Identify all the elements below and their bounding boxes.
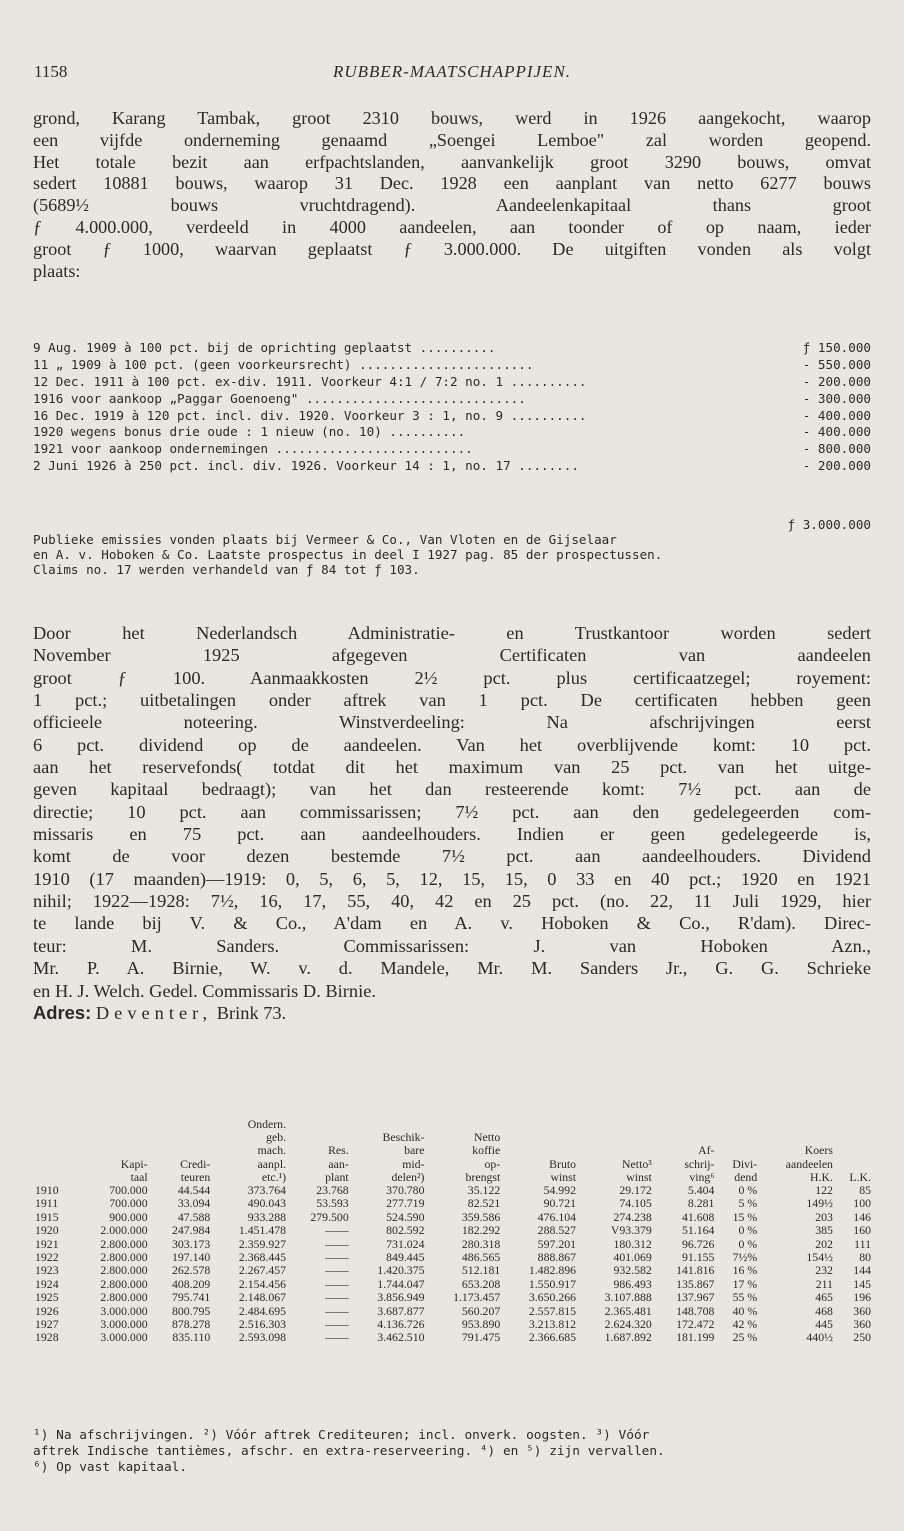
table-cell: 135.867 [676,1276,715,1291]
emission-text: 1921 voor aankoop ondernemingen .......................... [33,441,473,457]
table-cell: 791.475 [461,1330,501,1345]
main-line: teur: M. Sanders. Commissarissen: J. van Hoboken Azn., [33,935,871,956]
intro-line: ƒ 4.000.000, verdeeld in 4000 aandeelen, aan toonder of op naam, ieder [33,216,871,237]
table-cell: —— [325,1236,349,1251]
footnote-line: aftrek Indische tantièmes, afschr. en extra-reserveering. ⁴) en ⁵) zijn vervallen. [33,1444,665,1459]
main-line: officieele noteering. Winstverdeeling: Na afschrijvingen eerst [33,712,871,733]
table-cell: 280.318 [461,1236,501,1251]
table-cell: 2.557.815 [528,1303,577,1318]
table-cell: —— [325,1317,349,1332]
table-cell: 2.365.481 [604,1303,652,1318]
table-cell: 3.000.000 [100,1317,148,1332]
table-cell: 795.741 [171,1290,211,1305]
table-header-row [33,1118,873,1184]
emission-amount: - 300.000 [802,390,871,406]
emission-row [33,374,871,391]
table-cell: 5.404 [687,1183,715,1198]
table-cell: 1911 [35,1196,59,1211]
table-cell: 232 [815,1263,833,1278]
intro-paragraph [33,108,871,282]
emission-amount: - 800.000 [802,441,871,457]
table-cell: 182.292 [461,1223,501,1238]
table-cell: 1.173.457 [453,1290,501,1305]
table-cell: 0 % [738,1183,758,1198]
table-cell: 154½ [806,1250,833,1265]
table-cell: 3.687.877 [377,1303,425,1318]
header-beschikbaar: Beschik- bare mid- delen²) [382,1130,425,1184]
table-cell: 3.000.000 [100,1303,148,1318]
table-cell: 100 [853,1196,871,1211]
table-cell: 524.590 [386,1209,425,1224]
table-cell: 2.800.000 [100,1236,148,1251]
table-cell: 146 [853,1209,871,1224]
table-cell: 137.967 [676,1290,715,1305]
table-cell: 160 [853,1223,871,1238]
table-cell: 1910 [35,1183,59,1198]
table-cell: 2.359.927 [238,1236,287,1251]
financial-table [33,1118,873,1345]
emission-row [33,391,871,408]
table-cell: 2.267.457 [238,1263,287,1278]
table-cell: 370.780 [386,1183,425,1198]
table-cell: —— [325,1290,349,1305]
table-cell: 91.155 [682,1250,715,1265]
main-line: en H. J. Welch. Gedel. Commissaris D. Birnie. [33,980,376,1001]
table-cell: 2.000.000 [100,1223,148,1238]
table-cell: 2.624.320 [604,1317,652,1332]
emission-text: 11 „ 1909 à 100 pct. (geen voorkeursrecht) ....................... [33,356,534,372]
table-row [33,1197,873,1210]
table-cell: 55 % [732,1290,758,1305]
table-cell: 51.164 [682,1223,715,1238]
table-cell: 3.462.510 [377,1330,425,1345]
header-year [33,1118,74,1184]
table-cell: 40 % [732,1303,758,1318]
table-cell: 1921 [35,1236,59,1251]
table-cell: 2.800.000 [100,1290,148,1305]
header-netto-koffie: Netto koffie op- brengst [465,1130,501,1184]
table-cell: 486.565 [461,1250,501,1265]
header-kapitaal: Kapi- taal [120,1156,148,1184]
table-cell: 900.000 [109,1209,148,1224]
address-city: Deventer, [95,1002,213,1023]
table-cell: 1928 [35,1330,59,1345]
table-cell: 90.721 [543,1196,577,1211]
table-cell: 111 [854,1236,871,1251]
table-cell: 262.578 [171,1263,211,1278]
table-cell: —— [325,1263,349,1278]
table-cell: 53.593 [316,1196,349,1211]
emission-text: 16 Dec. 1919 à 120 pct. incl. div. 1920. Voorkeur 3 : 1, no. 9 .......... [33,407,587,423]
header-koers-lk: L.K. [849,1169,871,1184]
table-cell: 80 [859,1250,871,1265]
main-line: missaris en 75 pct. aan aandeelhouders. Indien er geen gedelegeerde is, [33,824,871,845]
emission-row [33,340,871,357]
table-row [33,1238,873,1251]
table-cell: 74.105 [619,1196,652,1211]
table-cell: —— [325,1330,349,1345]
intro-line: een vijfde onderneming genaamd „Soengei Lemboe" zal worden geopend. [33,129,871,150]
address-label: Adres: [33,1001,92,1023]
main-line: 6 pct. dividend op de aandeelen. Van het overblijvende komt: 10 pct. [33,734,871,755]
table-cell: 2.800.000 [100,1250,148,1265]
table-cell: 35.122 [467,1183,501,1198]
table-cell: 2.800.000 [100,1276,148,1291]
table-cell: 2.484.695 [238,1303,287,1318]
emission-amount: ƒ 150.000 [802,340,871,355]
running-title: RUBBER-MAATSCHAPPIJEN. [332,62,572,81]
table-row [33,1251,873,1264]
table-row [33,1184,873,1197]
table-cell: 731.024 [386,1236,425,1251]
table-cell: V93.379 [610,1223,652,1238]
table-cell: 800.795 [171,1303,211,1318]
table-cell: 54.992 [543,1183,577,1198]
address-street: Brink 73. [216,1002,287,1023]
emission-amount: - 400.000 [802,407,871,423]
main-line: November 1925 afgegeven Certificaten van aandeelen [33,645,871,666]
table-cell: 849.445 [386,1250,425,1265]
table-cell: 149½ [806,1196,833,1211]
table-cell: 172.472 [676,1317,715,1332]
publication-line: Claims no. 17 werden verhandeld van ƒ 84 tot ƒ 103. [33,562,420,577]
table-cell: 1924 [35,1276,59,1291]
main-line: directie; 10 pct. aan commissarissen; 7½ pct. aan den gedelegeerden com- [33,801,871,822]
table-cell: 2.800.000 [100,1263,148,1278]
table-cell: 1.687.892 [604,1330,652,1345]
table-cell: 8.281 [687,1196,715,1211]
address-line [33,1002,871,1024]
table-cell: 96.726 [682,1236,715,1251]
emission-text: 1920 wegens bonus drie oude : 1 nieuw (no. 10) .......... [33,424,466,440]
header-crediteuren: Credi- teuren [180,1156,211,1184]
table-cell: 288.527 [537,1223,577,1238]
main-line: aan het reservefonds( totdat dit het maximum van 25 pct. van het uitge- [33,757,871,778]
emission-row [33,441,871,458]
table-row [33,1211,873,1224]
page-header [34,62,870,88]
table-cell: 2.368.445 [238,1250,287,1265]
table-cell: 274.238 [613,1209,652,1224]
main-paragraph [33,622,871,1024]
table-cell: 250 [853,1330,871,1345]
table-cell: 33.094 [177,1196,211,1211]
table-cell: —— [325,1223,349,1238]
table-cell: 181.199 [676,1330,715,1345]
table-cell: 303.173 [171,1236,211,1251]
table-cell: 82.521 [467,1196,501,1211]
table-cell: 1923 [35,1263,59,1278]
table-cell: 122 [815,1183,833,1198]
table-row [33,1291,873,1304]
table-cell: 888.867 [537,1250,577,1265]
table-cell: 3.856.949 [377,1290,425,1305]
main-line: groot ƒ 100. Aanmaakkosten 2½ pct. plus certificaatzegel; royement: [33,667,871,688]
intro-line: Het totale bezit aan erfpachtslanden, aanvankelijk groot 3290 bouws, omvat [33,151,871,172]
table-cell: 465 [815,1290,833,1305]
emission-text: 12 Dec. 1911 à 100 pct. ex-div. 1911. Voorkeur 4:1 / 7:2 no. 1 .......... [33,373,587,389]
table-cell: 197.140 [171,1250,211,1265]
table-cell: 802.592 [386,1223,425,1238]
table-cell: 1.550.917 [528,1276,577,1291]
emission-amount: - 400.000 [802,424,871,440]
table-cell: 3.107.888 [604,1290,652,1305]
intro-line: groot ƒ 1000, waarvan geplaatst ƒ 3.000.000. De uitgiften vonden als volgt [33,238,871,259]
table-cell: 1922 [35,1250,59,1265]
emissions-total: ƒ 3.000.000 [787,517,871,532]
table-cell: 653.208 [461,1276,501,1291]
table-cell: 15 % [732,1209,758,1224]
table-cell: 360 [853,1303,871,1318]
table-cell: —— [325,1250,349,1265]
table-cell: 4.136.726 [377,1317,425,1332]
table-cell: 1925 [35,1290,59,1305]
table-cell: 445 [815,1317,833,1332]
table-cell: 247.984 [171,1223,211,1238]
table-cell: 1.482.896 [528,1263,577,1278]
main-line: 1910 (17 maanden)—1919: 0, 5, 6, 5, 12, 15, 15, 0 33 en 40 pct.; 1920 en 1921 [33,868,871,889]
table-cell: 2.148.067 [238,1290,287,1305]
header-dividend: Divi- dend [732,1156,758,1184]
emission-text: 1916 voor aankoop „Paggar Goenoeng" ............................. [33,390,526,406]
table-row [33,1264,873,1277]
emission-text: 9 Aug. 1909 à 100 pct. bij de oprichting geplaatst .......... [33,340,496,355]
table-cell: 3.000.000 [100,1330,148,1345]
table-cell: 196 [853,1290,871,1305]
main-line: 1 pct.; uitbetalingen onder aftrek van 1 pct. De certificaten hebben geen [33,690,871,711]
table-cell: 211 [815,1276,833,1291]
table-cell: 401.069 [613,1250,652,1265]
table-row [33,1278,873,1291]
table-row [33,1331,873,1344]
table-cell: 1926 [35,1303,59,1318]
emission-row [33,357,871,374]
table-cell: 700.000 [109,1183,148,1198]
intro-line: grond, Karang Tambak, groot 2310 bouws, werd in 1926 aangekocht, waarop [33,108,871,128]
table-cell: 7½% [732,1250,758,1265]
table-cell: 440½ [806,1330,833,1345]
emission-amount: - 200.000 [802,373,871,389]
table-cell: 986.493 [613,1276,652,1291]
table-cell: 3.650.266 [528,1290,577,1305]
table-cell: 44.544 [177,1183,211,1198]
table-cell: 490.043 [247,1196,287,1211]
publication-line: en A. v. Hoboken & Co. Laatste prospectus in deel I 1927 pag. 85 der prospectussen. [33,547,663,562]
table-cell: 560.207 [461,1303,501,1318]
table-cell: 1.420.375 [377,1263,425,1278]
table-cell: 878.278 [171,1317,211,1332]
table-cell: 148.708 [676,1303,715,1318]
header-bruto: Bruto winst [549,1156,577,1184]
table-cell: 597.201 [537,1236,577,1251]
table-cell: 0 % [738,1223,758,1238]
header-res: Res. aan- plant [325,1143,349,1184]
table-cell: —— [325,1303,349,1318]
emission-text: 2 Juni 1926 à 250 pct. incl. div. 1926. Voorkeur 14 : 1, no. 17 ........ [33,458,579,474]
main-line: nihil; 1922—1928: 7½, 16, 17, 55, 40, 42 en 25 pct. (no. 22, 11 Juli 1929, hier [33,891,871,912]
table-cell: 932.582 [613,1263,652,1278]
intro-line: plaats: [33,260,81,281]
table-cell: 2.516.303 [238,1317,287,1332]
table-cell: 17 % [732,1276,758,1291]
header-koers-hk: Koers aandeelen H.K. [785,1143,833,1184]
table-cell: 2.154.456 [238,1276,287,1291]
intro-line: (5689½ bouws vruchtdragend). Aandeelenkapitaal thans groot [33,195,871,216]
table-cell: 385 [815,1223,833,1238]
table-cell: 0 % [738,1236,758,1251]
header-afschrijving: Af- schrij- ving⁶ [684,1143,715,1184]
table-cell: 180.312 [613,1236,652,1251]
table-cell: 277.719 [386,1196,425,1211]
table-row [33,1305,873,1318]
main-line: te lande bij V. & Co., A'dam en A. v. Hoboken & Co., R'dam). Direc- [33,913,871,934]
emission-row [33,408,871,425]
table-cell: 1.744.047 [377,1276,425,1291]
table-cell: 47.588 [177,1209,211,1224]
table-cell: 1915 [35,1209,59,1224]
table-cell: 41.608 [682,1209,715,1224]
intro-line: sedert 10881 bouws, waarop 31 Dec. 1928 een aanplant van netto 6277 bouws [33,173,871,194]
table-row [33,1224,873,1237]
table-cell: 1927 [35,1317,59,1332]
table-cell: 202 [815,1236,833,1251]
table-cell: 42 % [732,1317,758,1332]
table-cell: 2.366.685 [528,1330,577,1345]
table-cell: 85 [859,1183,871,1198]
table-cell: 25 % [732,1330,758,1345]
emission-amount: - 550.000 [802,356,871,372]
footnotes [33,1428,871,1476]
table-cell: 2.593.098 [238,1330,287,1345]
table-cell: 953.890 [461,1317,501,1332]
table-cell: 700.000 [109,1196,148,1211]
table-cell: 468 [815,1303,833,1318]
emissions-list [33,340,871,475]
main-line: Door het Nederlandsch Administratie- en Trustkantoor worden sedert [33,623,871,643]
table-cell: 408.209 [171,1276,211,1291]
emission-row [33,424,871,441]
table-cell: 360 [853,1317,871,1332]
table-cell: 29.172 [619,1183,652,1198]
table-cell: 5 % [738,1196,758,1211]
table-cell: 373.764 [247,1183,287,1198]
table-cell: 3.213.812 [528,1317,577,1332]
table-cell: 144 [853,1263,871,1278]
table-cell: 23.768 [316,1183,349,1198]
table-cell: 835.110 [172,1330,211,1345]
emission-row [33,458,871,475]
table-row [33,1318,873,1331]
table-cell: 203 [815,1209,833,1224]
table-cell: 279.500 [310,1209,349,1224]
page-number: 1158 [34,62,68,81]
main-line: geven kapitaal bedraagt); van het dan resteerende komt: 7½ pct. aan de [33,779,871,800]
table-cell: 359.586 [461,1209,501,1224]
table-cell: 1920 [35,1223,59,1238]
table-cell: 476.104 [537,1209,577,1224]
header-ondern: Ondern. geb. mach. aanpl. etc.¹) [247,1117,287,1184]
publication-line: Publieke emissies vonden plaats bij Vermeer & Co., Van Vloten en de Gijselaar [33,532,617,547]
main-line: komt de voor dezen bestemde 7½ pct. aan aandeelhouders. Dividend [33,846,871,867]
footnote-line: ¹) Na afschrijvingen. ²) Vóór aftrek Crediteuren; incl. onverk. oogsten. ³) Vóór [33,1428,650,1443]
main-line: Mr. P. A. Birnie, W. v. d. Mandele, Mr. M. Sanders Jr., G. G. Schrieke [33,958,871,979]
table-cell: 141.816 [676,1263,715,1278]
footnote-line: ⁶) Op vast kapitaal. [33,1460,188,1475]
table-cell: 145 [853,1276,871,1291]
table-cell: 1.451.478 [238,1223,287,1238]
header-netto: Netto³ winst [622,1156,652,1184]
table-cell: 16 % [732,1263,758,1278]
table-body [33,1184,873,1345]
emission-amount: - 200.000 [802,458,871,474]
table-cell: —— [325,1276,349,1291]
table-cell: 933.288 [247,1209,287,1224]
publication-note [33,532,871,577]
table-cell: 512.181 [461,1263,501,1278]
